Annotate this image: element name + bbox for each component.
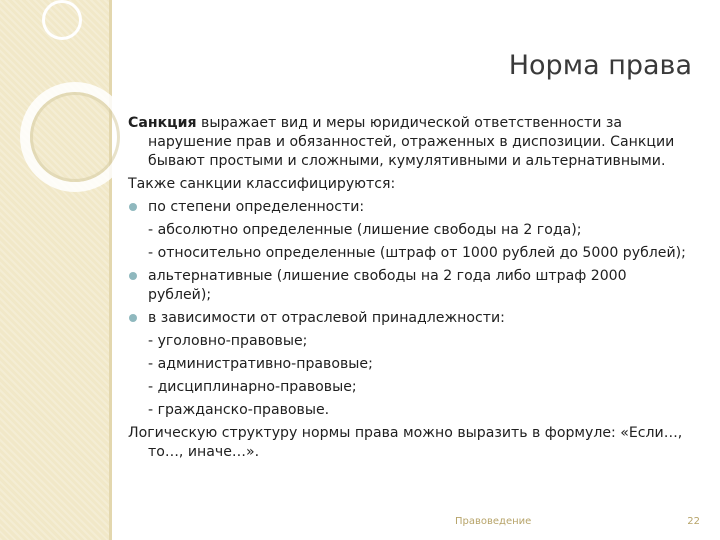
bullet-item (128, 198, 688, 217)
sanction-definition: выражает вид и меры юридической ответственности за нарушение прав и обязанностей, отраженных в диспозиции. Санкции бывают простыми и сложными, кумулятивными и альтернативными. (148, 115, 675, 169)
sanction-term: Санкция (128, 115, 197, 131)
page-number: 22 (687, 516, 700, 527)
sanction-paragraph (128, 114, 688, 171)
bullet-item (128, 267, 688, 305)
decorative-band-edge (109, 0, 112, 540)
classification-intro: Также санкции классифицируются: (128, 176, 396, 192)
formula-paragraph: Логическую структуру нормы права можно выразить в формуле: «Если…, то…, иначе…». (128, 425, 683, 460)
decorative-large-ring-inner (30, 92, 120, 182)
sub-item: - относительно определенные (штраф от 1000 рублей до 5000 рублей); (148, 245, 686, 261)
sub-item: - административно-правовые; (148, 356, 373, 372)
footer-course-label: Правоведение (455, 516, 532, 527)
bullet-icon (129, 203, 137, 211)
slide-title: Норма права (508, 50, 692, 81)
bullet-icon (129, 314, 137, 322)
bullet-item (128, 309, 688, 328)
bullet-text: в зависимости от отраслевой принадлежности: (148, 310, 505, 326)
sub-item: - абсолютно определенные (лишение свободы на 2 года); (148, 222, 582, 238)
decorative-side-band (0, 0, 109, 540)
slide-body (128, 114, 688, 466)
bullet-icon (129, 272, 137, 280)
sub-item: - гражданско-правовые. (148, 402, 330, 418)
bullet-text: по степени определенности: (148, 199, 365, 215)
bullet-text: альтернативные (лишение свободы на 2 года либо штраф 2000 рублей); (148, 268, 627, 303)
sub-item: - дисциплинарно-правовые; (148, 379, 357, 395)
sub-item: - уголовно-правовые; (148, 333, 308, 349)
decorative-small-ring (42, 0, 82, 40)
